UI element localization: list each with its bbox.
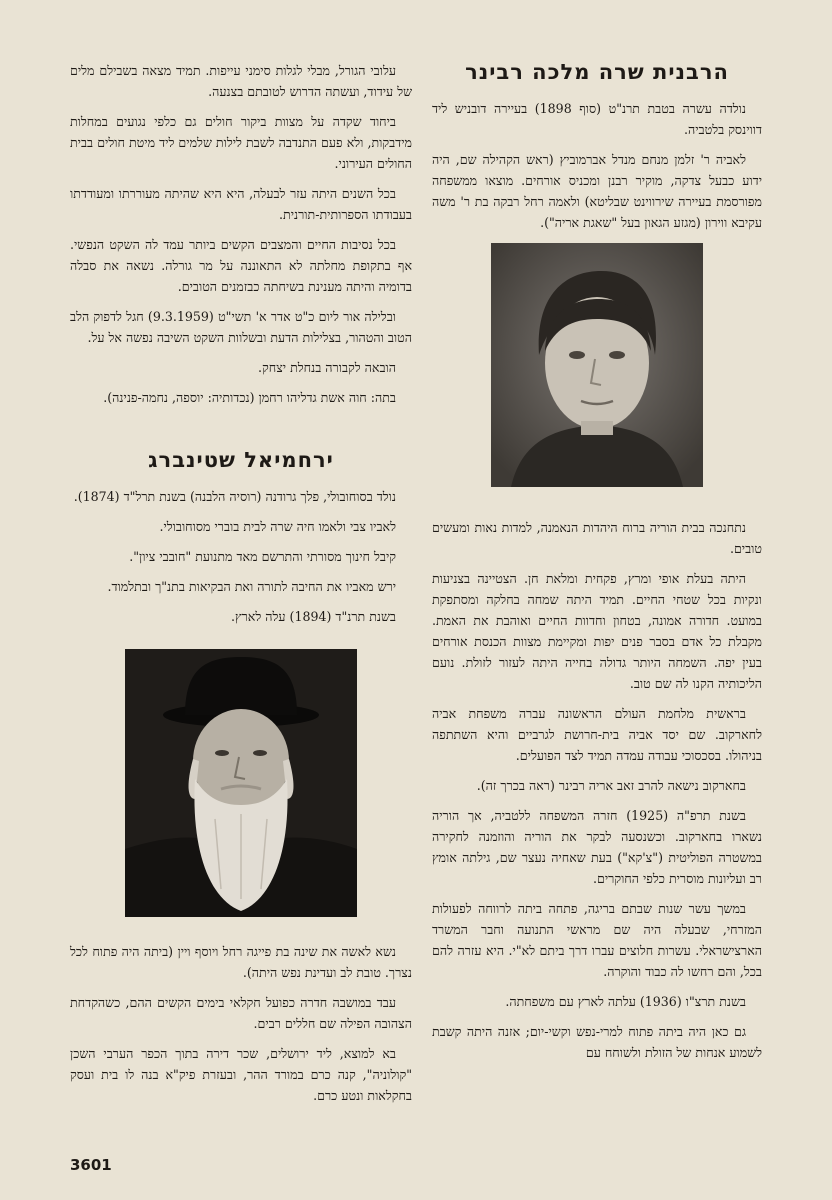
paragraph: גם כאן היה ביתה פתוח למרי-נפש וקשי-יום; אזנה היתה קשבת לשמוע אנחות של הזולת ולשוחח עם [432,1024,762,1060]
paragraph: בשנת תרצ"ו (1936) עלתה לארץ עם משפחתה. [505,994,746,1009]
paragraph: בא למוצא, ליד ירושלים, שכר דירה בתוך הכפר הערבי השכן "קולוניה", קנה כרם במורד ההר, ובעזרת פיק"א בנה לו בית ועסק בחקלאות ונטע כרם. [70,1046,412,1103]
paragraph: בשנת תרפ"ה (1925) חזרה המשפחה ללטביה, אך הוריה נשארו בחארקוב. וכשנסעה לבקר את הוריה והוזמנה לחקירה במשטרה הפוליטית ("צ'קא") בעת שאחיה נעצר שם, גילתה אומץ רב ועליונות מוסרית כלפי החוקרים. [432,808,762,886]
paragraph: לאביו צבי ולאמו חיה שרה לבית בוברי מסוחובולי. [159,519,396,534]
portrait-photo-woman [491,243,703,487]
paragraph: קיבל חינוך מסורתי והתרשם מאד מתנועת "חובבי ציון". [129,549,396,564]
portrait-photo-man [125,649,357,917]
article-title: ירחמיאל שטינברג [148,448,334,472]
paragraph: היתה בעלת אופי ומרץ, פקחית ומלאת חן. הצטיינה בצניעות ונקיות בכל שטחי החיים. תמיד היתה שמחה בחלקה ומסתפקת במועט. חדורה אמונה, בטחון וחדוות החיים ואוהבת את האמת. מקבלת כל אדם בסבר פנים יפות ומקיימת מצוות הכנסת אורחים בעין יפה. השמחה היותר גדולה בחייה היתה לעזור לזולת. נועם הליכותיה הקנו לה שם טוב. [432,571,762,691]
paragraph: בכל השנים היתה עזר לבעלה, היא היא שהיתה מעוררתו ומעודדתו בעבודתו הספרותית-תורנית. [70,186,412,222]
paragraph: עלובי הגורל, מבלי לגלות סימני עייפות. תמיד מצאה בשבילם מלים של עידוד, ועשתה הדרוש לטובתם בצנעה. [70,63,412,99]
paragraph: ביחוד שקדה על מצוות ביקור חולים גם כלפי נגועים במחלות מידבקות, ולא פעם התנדבה לשבת לילות שלמים ליד מיטת חולים בבית החולים העירוני. [70,114,412,171]
portrait-man-image [125,649,357,917]
paragraph: נולדה עשרה בטבת תרנ"ט (סוף 1898) בעיירה דובניש ליד דווינסק בלטביה. [432,101,762,137]
portrait-woman-image [491,243,703,487]
article-title: הרבנית שרה מלכה רבינר [465,60,729,84]
paragraph: נתחנכה בבית הוריה ברוח היהדות הנאמנה, למדות נאות ומעשים טובים. [432,520,762,556]
paragraph: ובלילה אור ליום כ"ט אדר א' תשי"ט (9.3.1959) חגל לדפוק הלב הטוב והטהור, בצלילות הדעת ובשלוות השקט השיבה נפשה אל על. [70,309,412,345]
paragraph: עבד במושבה חדרה כפועל חקלאי בימים הקשים ההם, כשהקדחת הצהובה הפילה שם חללים רבים. [70,995,412,1031]
paragraph: ירש מאביו את החיבה לתורה ואת הבקיאות בתנ"ך ובתלמוד. [107,579,396,594]
paragraph: בחארקוב נישאה להרב זאב אריה רבינר (ראה בכרך זה). [476,778,746,793]
paragraph: נולד בסוחובולי, פלך גרודנה (רוסיה הלבנה) בשנת תרל"ד (1874). [73,489,396,504]
paragraph: בראשית מלחמת העולם הראשונה עברה משפחת אביה לחארקוב. שם יסד אביה בית-חרושת לגרביים והיא השתתפה בניהולו. בסכסוכי עבודה עמדה תמיד לצד הפועלים. [432,706,762,763]
page-number: 3601 [70,1156,112,1174]
paragraph: בתה: חוה אשת גדליהו רחמן (נכדותיה: יוספה, נחמה-פנינה). [103,390,396,405]
paragraph: בכל נסיבות החיים והמצבים הקשים ביותר עמד לה השקט הנפשי. אף בתקופת מחלתה לא התאוננה על מר גורלה. נשאה את סבלה בדומיה והיתה מענינת בשיחתה כבזמנים הטובים. [70,237,412,294]
paragraph: לאביה ר' זלמן מנחם מנדל אברמוביץ (ראש הקהילה שם, היה ידוע כבעל צדקה, מוקיר רבנן ומכניס אורחים. מוצאו ממשפחה מפורסמת בעיירה שירווינט שבליטא) ולאמה רחל רבקה בת ר' משה עקיבא ווירון (מגזע הגאון בעל "שאגת אריה"). [432,152,762,230]
paragraph: נשא לאשה את שינה בת פייגה רחל ויוסף ויין (ביתה היה פתוח לכל נצרך. טובת לב ועדינת נפש היתה). [70,944,412,980]
article-rabbanit-sarah-malka-rabiner [432,60,762,1072]
paragraph: הובאה לקבורה בנחלת יצחק. [258,360,396,375]
left-column [70,60,412,1115]
paragraph: בשנת תרנ"ד (1894) עלה לארץ. [231,609,396,624]
paragraph: במשך עשר שנות שבתם בריגה, פתחה ביתה לרווחה לפעולות המזרחי, שבעלה היה שם מראשי התנועה וחבר המשרד הארצישראלי. עשרות חלוצים עברו דרך ביתם לא"י. היא עזרה להם בכל, והם רחשו לה כבוד והוקרה. [432,901,762,979]
